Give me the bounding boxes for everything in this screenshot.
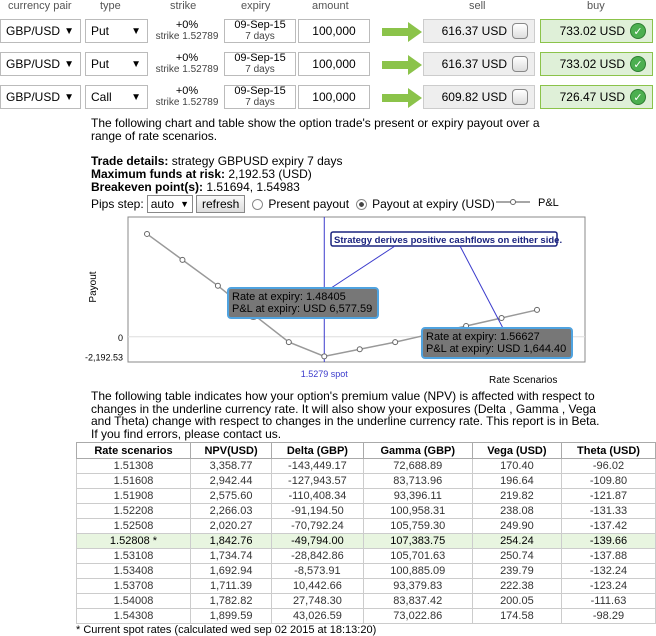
- table-cell: 72,688.89: [363, 459, 472, 474]
- table-cell: -8,573.91: [272, 564, 364, 579]
- check-icon: ✓: [630, 56, 646, 72]
- refresh-button[interactable]: refresh: [196, 195, 245, 213]
- y-tick-label: -2,192.53: [84, 352, 123, 363]
- footnote: * Current spot rates (calculated wed sep 02 2015 at 18:13:20): [76, 624, 377, 636]
- table-cell: 83,713.96: [363, 474, 472, 489]
- table-cell: 200.05: [472, 594, 561, 609]
- table-cell: -110,408.34: [272, 489, 364, 504]
- table-header: Rate scenarios: [77, 443, 191, 459]
- sell-check-icon: [512, 89, 528, 105]
- type-select[interactable]: Put ▼: [85, 19, 148, 43]
- table-row: [77, 489, 656, 504]
- table-cell: 3,358.77: [190, 459, 271, 474]
- chevron-down-icon: ▼: [180, 199, 189, 209]
- pips-select[interactable]: auto ▼: [147, 195, 193, 213]
- header-amount: amount: [312, 0, 349, 12]
- data-point: [215, 283, 220, 288]
- table-cell: 1.51608: [77, 474, 191, 489]
- currency-pair-select[interactable]: GBP/USD ▼: [0, 19, 81, 43]
- data-point: [145, 231, 150, 236]
- chevron-down-icon: ▼: [131, 58, 141, 70]
- table-cell: -137.42: [561, 519, 655, 534]
- table-cell: 1.52208: [77, 504, 191, 519]
- tooltip-right-text: Rate at expiry: 1.56627: [426, 331, 540, 343]
- table-cell: -131.33: [561, 504, 655, 519]
- table-cell: 100,958.31: [363, 504, 472, 519]
- strike-value[interactable]: +0% strike 1.52789: [152, 85, 222, 109]
- table-cell: -132.24: [561, 564, 655, 579]
- table-row: [77, 579, 656, 594]
- chevron-down-icon: ▼: [64, 91, 74, 103]
- table-row: [77, 594, 656, 609]
- table-cell: -139.66: [561, 534, 655, 549]
- table-intro: The following table indicates how your option's premium value (NPV) is affected with respect to changes in the underline currency rate. It will also show your exposures (Delta , Gamma , Vega and Theta) change with respect to changes in the underline currency rate. This report is in Beta. If you find errors, please contact us.: [91, 389, 600, 441]
- table-cell: 93,379.83: [363, 579, 472, 594]
- table-cell: -91,194.50: [272, 504, 364, 519]
- table-cell: -137.88: [561, 549, 655, 564]
- trade-row: [0, 19, 656, 45]
- y-axis-label: Payout: [88, 271, 99, 303]
- data-point: [180, 257, 185, 262]
- table-cell: 1.53708: [77, 579, 191, 594]
- table-cell: 1,734.74: [190, 549, 271, 564]
- table-cell: 1,899.59: [190, 609, 271, 624]
- header-type: type: [100, 0, 121, 12]
- data-point: [322, 354, 327, 359]
- table-cell: 1,782.82: [190, 594, 271, 609]
- tooltip-left-text: Rate at expiry: 1.48405: [232, 291, 346, 303]
- chevron-down-icon: ▼: [64, 25, 74, 37]
- table-header: NPV(USD): [190, 443, 271, 459]
- table-row: [77, 519, 656, 534]
- expiry-payout-label: Payout at expiry (USD): [372, 197, 495, 211]
- table-row: [77, 549, 656, 564]
- expiry-value[interactable]: 09-Sep-15 7 days: [224, 52, 296, 76]
- table-row: [77, 534, 656, 549]
- table-cell: 2,020.27: [190, 519, 271, 534]
- table-cell: 254.24: [472, 534, 561, 549]
- spot-label: 1.5279 spot: [300, 369, 348, 379]
- table-cell: 10,442.66: [272, 579, 364, 594]
- strike-value[interactable]: +0% strike 1.52789: [152, 52, 222, 76]
- tooltip-right-text: P&L at expiry: USD 1,644.40: [426, 343, 567, 355]
- table-cell: -121.87: [561, 489, 655, 504]
- arrow-right-icon: [382, 55, 422, 75]
- sell-check-icon: [512, 23, 528, 39]
- data-point: [393, 340, 398, 345]
- table-cell: 1,711.39: [190, 579, 271, 594]
- table-cell: 1.53108: [77, 549, 191, 564]
- table-row: [77, 564, 656, 579]
- table-header: Vega (USD): [472, 443, 561, 459]
- currency-pair-select[interactable]: GBP/USD ▼: [0, 85, 81, 109]
- payout-chart: [0, 195, 656, 385]
- sell-check-icon: [512, 56, 528, 72]
- table-cell: 1.51908: [77, 489, 191, 504]
- strike-value[interactable]: +0% strike 1.52789: [152, 19, 222, 43]
- legend-label: P&L: [538, 197, 559, 209]
- table-cell: 238.08: [472, 504, 561, 519]
- table-cell: 219.82: [472, 489, 561, 504]
- header-expiry: expiry: [241, 0, 271, 12]
- table-cell: 1.51308: [77, 459, 191, 474]
- table-cell: 1.52808 *: [77, 534, 191, 549]
- table-cell: 249.90: [472, 519, 561, 534]
- table-cell: -98.29: [561, 609, 655, 624]
- header-currency-pair: currency pair: [8, 0, 72, 12]
- arrow-right-icon: [382, 88, 422, 108]
- table-cell: 222.38: [472, 579, 561, 594]
- table-cell: -96.02: [561, 459, 655, 474]
- sell-button[interactable]: 609.82 USD: [423, 85, 535, 109]
- table-row: [77, 459, 656, 474]
- data-point: [499, 315, 504, 320]
- header-strike: strike: [170, 0, 197, 12]
- table-cell: -123.24: [561, 579, 655, 594]
- x-axis-label: Rate Scenarios: [489, 375, 558, 385]
- table-cell: -127,943.57: [272, 474, 364, 489]
- table-row: [77, 474, 656, 489]
- annotation-text: Strategy derives positive cashflows on either side.: [334, 235, 563, 246]
- table-cell: 107,383.75: [363, 534, 472, 549]
- table-cell: -111.63: [561, 594, 655, 609]
- table-cell: 174.58: [472, 609, 561, 624]
- trade-details: Trade details: strategy GBPUSD expiry 7 days: [91, 154, 343, 168]
- sell-button[interactable]: 616.37 USD: [423, 19, 535, 43]
- legend-marker: [511, 200, 516, 205]
- table-cell: 1.54008: [77, 594, 191, 609]
- pips-label: Pips step:: [91, 197, 144, 211]
- table-cell: 196.64: [472, 474, 561, 489]
- buy-button[interactable]: 726.47 USD ✓: [540, 85, 653, 109]
- table-cell: 105,701.63: [363, 549, 472, 564]
- table-cell: -70,792.24: [272, 519, 364, 534]
- check-icon: ✓: [630, 23, 646, 39]
- table-cell: -49,794.00: [272, 534, 364, 549]
- tooltip-left-text: P&L at expiry: USD 6,577.59: [232, 303, 373, 315]
- table-cell: 1,692.94: [190, 564, 271, 579]
- table-cell: 83,837.42: [363, 594, 472, 609]
- amount-input[interactable]: 100,000: [298, 19, 370, 43]
- table-cell: 2,575.60: [190, 489, 271, 504]
- chevron-down-icon: ▼: [64, 58, 74, 70]
- data-point: [286, 340, 291, 345]
- table-cell: 2,942.44: [190, 474, 271, 489]
- table-header: Gamma (GBP): [363, 443, 472, 459]
- table-cell: -143,449.17: [272, 459, 364, 474]
- table-row: [77, 609, 656, 624]
- table-cell: 170.40: [472, 459, 561, 474]
- table-cell: 239.79: [472, 564, 561, 579]
- trade-row: [0, 52, 656, 78]
- sell-button[interactable]: 616.37 USD: [423, 52, 535, 76]
- intro-text: The following chart and table show the option trade's present or expiry payout over a range of rate scenarios.: [91, 116, 540, 143]
- table-cell: 2,266.03: [190, 504, 271, 519]
- scenario-table: [76, 442, 656, 624]
- max-funds: Maximum funds at risk: 2,192.53 (USD): [91, 167, 312, 181]
- expiry-value[interactable]: 09-Sep-15 7 days: [224, 85, 296, 109]
- chevron-down-icon: ▼: [131, 25, 141, 37]
- currency-pair-select[interactable]: GBP/USD ▼: [0, 52, 81, 76]
- check-icon: ✓: [630, 89, 646, 105]
- table-cell: 105,759.30: [363, 519, 472, 534]
- table-cell: 73,022.86: [363, 609, 472, 624]
- data-point: [357, 347, 362, 352]
- type-select[interactable]: Put ▼: [85, 52, 148, 76]
- table-cell: 1.52508: [77, 519, 191, 534]
- amount-input[interactable]: 100,000: [298, 52, 370, 76]
- table-cell: 100,885.09: [363, 564, 472, 579]
- y-tick-label: 0: [117, 332, 123, 343]
- expiry-value[interactable]: 09-Sep-15 7 days: [224, 19, 296, 43]
- table-cell: 1.54308: [77, 609, 191, 624]
- table-row: [77, 504, 656, 519]
- table-cell: 1,842.76: [190, 534, 271, 549]
- table-header: Theta (USD): [561, 443, 655, 459]
- table-cell: 250.74: [472, 549, 561, 564]
- breakeven: Breakeven point(s): 1.51694, 1.54983: [91, 180, 300, 194]
- buy-button[interactable]: 733.02 USD ✓: [540, 19, 653, 43]
- buy-button[interactable]: 733.02 USD ✓: [540, 52, 653, 76]
- arrow-right-icon: [382, 22, 422, 42]
- table-cell: 27,748.30: [272, 594, 364, 609]
- data-point: [535, 307, 540, 312]
- header-sell: sell: [469, 0, 486, 12]
- table-header: Delta (GBP): [272, 443, 364, 459]
- chevron-down-icon: ▼: [131, 91, 141, 103]
- trade-row: [0, 85, 656, 111]
- table-cell: 93,396.11: [363, 489, 472, 504]
- table-cell: 43,026.59: [272, 609, 364, 624]
- table-cell: 1.53408: [77, 564, 191, 579]
- present-payout-label: Present payout: [268, 197, 350, 211]
- amount-input[interactable]: 100,000: [298, 85, 370, 109]
- type-select[interactable]: Call ▼: [85, 85, 148, 109]
- table-cell: -109.80: [561, 474, 655, 489]
- header-buy: buy: [587, 0, 605, 12]
- table-cell: -28,842.86: [272, 549, 364, 564]
